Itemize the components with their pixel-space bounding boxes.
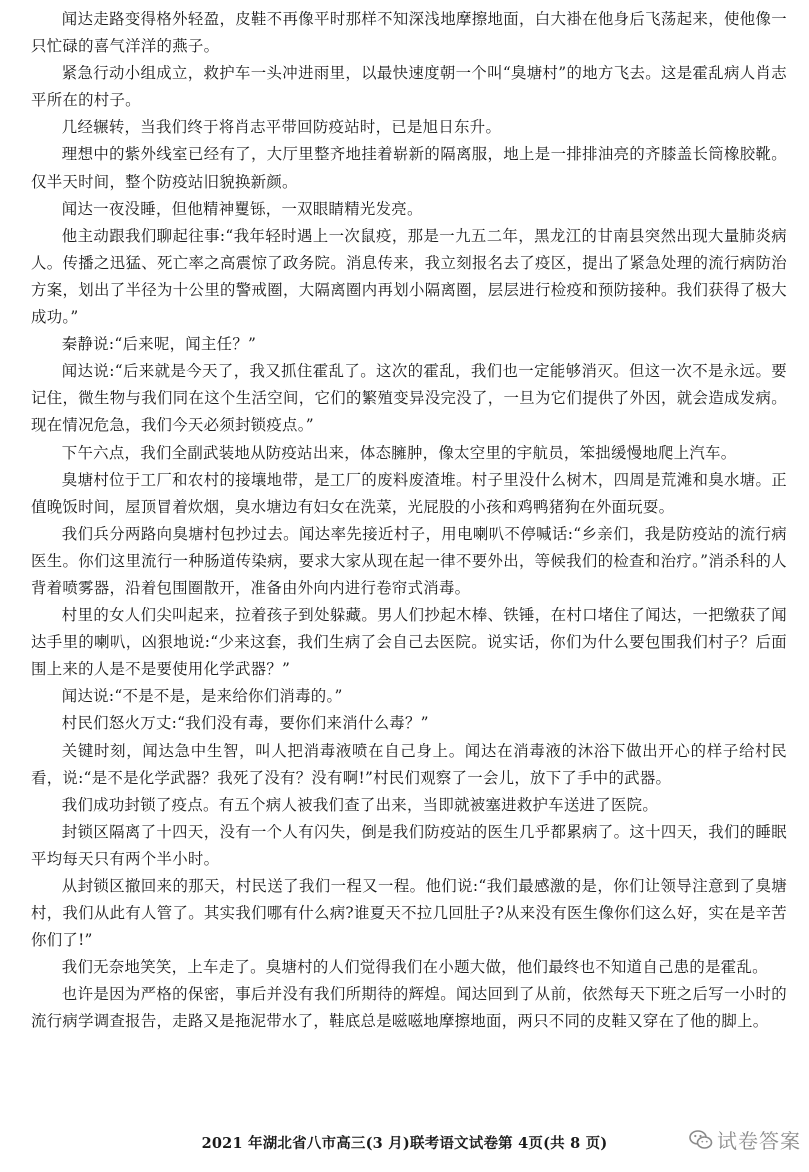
paragraph: 下午六点，我们全副武装地从防疫站出来，体态臃肿，像太空里的宇航员，笨拙缓慢地爬上汽车。 <box>61 443 737 462</box>
paragraph: 我们成功封锁了疫点。有五个病人被我们查了出来，当即就被塞进救护车送进了医院。 <box>61 795 659 814</box>
paragraph: 村里的女人们尖叫起来，拉着孩子到处躲藏。男人们抄起木棒、铁锤，在村口堵住了闻达，一把缴获了闻达手里的喇叭，凶狠地说:“少来这套，我们生病了会自己去医院。说实话，你们为什么要包围我们村子？后面围上来的人是不是要使用化学武器？” <box>31 606 787 679</box>
page-footer: 2021 年湖北省八市高三(3 月)联考语文试卷第 4页(共 8 页) <box>201 1135 608 1152</box>
paragraph: 也许是因为严格的保密，事后并没有我们所期待的辉煌。闻达回到了从前，依然每天下班之后写一小时的流行病学调查报告，走路又是拖泥带水了，鞋底总是嗞嗞地摩擦地面，两只不同的皮鞋又穿在了他的脚上。 <box>31 985 787 1031</box>
article-body <box>31 6 787 1036</box>
paragraph: 从封锁区撤回来的那天，村民送了我们一程又一程。他们说:“我们最感激的是，你们让领导注意到了臭塘村，我们从此有人管了。其实我们哪有什么病?谁夏天不拉几回肚子?从来没有医生像你们这么好，实在是辛苦你们了!” <box>31 877 787 950</box>
paragraph: 闻达说:“不是不是，是来给你们消毒的。” <box>61 687 343 706</box>
paragraph: 闻达说:“后来就是今天了，我又抓住霍乱了。这次的霍乱，我们也一定能够消灭。但这一次不是永远。要记住，微生物与我们同在这个生活空间，它们的繁殖变异没完没了，一旦为它们提供了外因，就会造成发病。现在情况危急，我们今天必须封锁疫点。” <box>31 362 787 435</box>
watermark <box>689 1125 801 1154</box>
wechat-icon <box>689 1129 713 1151</box>
paragraph: 我们兵分两路向臭塘村包抄过去。闻达率先接近村子，用电喇叭不停喊话:“乡亲们，我是防疫站的流行病医生。你们这里流行一种肠道传染病，要求大家从现在起一律不要外出，等候我们的检查和治疗。”消杀科的人 背着喷雾器，沿着包围圈散开，准备由外向内进行卷帘式消毒。 <box>31 524 787 597</box>
paragraph: 理想中的紫外线室已经有了，大厅里整齐地挂着崭新的隔离服，地上是一排排油亮的齐膝盖长筒橡胶靴。仅半天时间，整个防疫站旧貌换新颜。 <box>31 145 787 191</box>
watermark-text: 试卷答案 <box>717 1129 801 1153</box>
paragraph: 紧急行动小组成立，救护车一头冲进雨里，以最快速度朝一个叫“臭塘村”的地方飞去。这是霍乱病人肖志平所在的村子。 <box>31 64 787 110</box>
paragraph: 封锁区隔离了十四天，没有一个人有闪失，倒是我们防疫站的医生几乎都累病了。这十四天，我们的睡眠平均每天只有两个半小时。 <box>31 822 787 868</box>
paragraph: 臭塘村位于工厂和农村的接壤地带，是工厂的废料废渣堆。村子里没什么树木，四周是荒滩和臭水塘。正值晚饭时间，屋顶冒着炊烟，臭水塘边有妇女在洗菜，光屁股的小孩和鸡鸭猪狗在外面玩耍。 <box>31 470 787 516</box>
paragraph: 他主动跟我们聊起往事:“我年轻时遇上一次鼠疫，那是一九五二年，黑龙江的甘南县突然出现大量肺炎病人。传播之迅猛、死亡率之高震惊了政务院。消息传来，我立刻报名去了疫区，提出了紧急处理的流行病防治方案，划出了半径为十公里的警戒圈，大隔离圈内再划小隔离圈，层层进行检疫和预防接种。我们获得了极大成功。” <box>31 226 787 327</box>
paragraph: 村民们怒火万丈:“我们没有毒，要你们来消什么毒？” <box>61 714 429 733</box>
paragraph: 闻达一夜没睡，但他精神矍铄，一双眼睛精光发亮。 <box>61 199 423 218</box>
paragraph: 秦静说:“后来呢，闻主任？” <box>61 335 257 354</box>
paragraph: 几经辗转，当我们终于将肖志平带回防疫站时，已是旭日东升。 <box>61 118 502 137</box>
paragraph: 关键时刻，闻达急中生智，叫人把消毒液喷在自己身上。闻达在消毒液的沐浴下做出开心的样子给村民看，说:“是不是化学武器？我死了没有？没有啊!”村民们观察了一会儿，放下了手中的武器。 <box>31 741 787 787</box>
paragraph: 闻达走路变得格外轻盈，皮鞋不再像平时那样不知深浅地摩擦地面，白大褂在他身后飞荡起来，使他像一只忙碌的喜气洋洋的燕子。 <box>31 10 787 56</box>
paragraph: 我们无奈地笑笑，上车走了。臭塘村的人们觉得我们在小题大做，他们最终也不知道自己患的是霍乱。 <box>61 958 768 977</box>
